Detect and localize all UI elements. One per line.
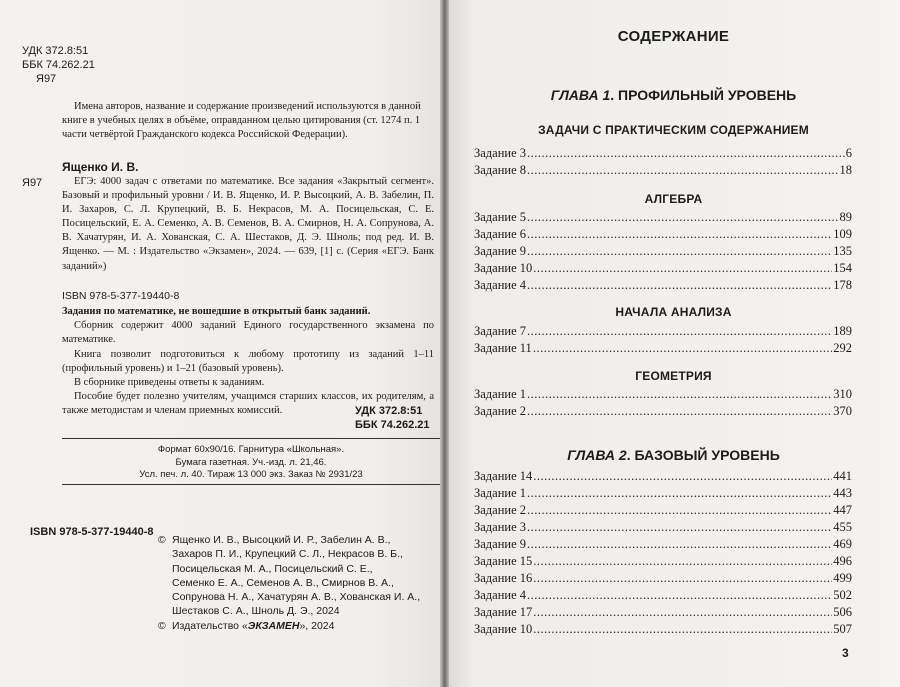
divider xyxy=(62,484,440,485)
toc-entry[interactable]: Задание 9 ..... 135 xyxy=(474,243,852,260)
chapter-1-heading: ГЛАВА 1. ПРОФИЛЬНЫЙ УРОВЕНЬ xyxy=(550,87,797,103)
copyright-line: Посицельская М. А., Посицельский С. Е., xyxy=(172,562,373,575)
toc-entry[interactable]: Задание 6 ..... 109 xyxy=(474,226,852,243)
imprint xyxy=(62,444,440,482)
classification-codes xyxy=(22,44,95,86)
toc-title: СОДЕРЖАНИЕ xyxy=(617,28,730,45)
main-author: Ященко И. В. xyxy=(62,160,139,174)
toc-section-analysis xyxy=(474,323,852,357)
chapter-2-heading: ГЛАВА 2. БАЗОВЫЙ УРОВЕНЬ xyxy=(567,447,780,463)
section-heading: ЗАДАЧИ С ПРАКТИЧЕСКИМ СОДЕРЖАНИЕМ xyxy=(538,123,809,137)
section-heading: ГЕОМЕТРИЯ xyxy=(635,369,712,383)
toc-entry[interactable]: Задание 17 ..... 506 xyxy=(474,604,852,621)
annotation-paragraph: Пособие будет полезно учителям, учащимся старших классов, их родителям, а также методистам и членам приемных комиссий. xyxy=(62,391,434,417)
book-gutter xyxy=(440,0,449,687)
toc-section-practical xyxy=(474,145,852,179)
isbn: ISBN 978-5-377-19440-8 xyxy=(62,290,180,302)
copyright-line: Шестаков С. А., Шноль Д. Э., 2024 xyxy=(172,605,340,618)
toc-entry[interactable]: Задание 11 ..... 292 xyxy=(474,340,852,357)
isbn-barcode-label: ISBN 978-5-377-19440-8 xyxy=(30,526,154,538)
toc-entry[interactable]: Задание 2 ..... 447 xyxy=(474,502,852,519)
copyright-symbol: © xyxy=(158,619,166,632)
toc-section-geometry xyxy=(474,386,852,420)
toc-entry[interactable]: Задание 9 ..... 469 xyxy=(474,536,852,553)
bibliographic-description: ЕГЭ: 4000 задач с ответами по математике. Все задания «Закрытый сегмент». Базовый и профильный уровни / И. В. Ященко, И. Р. Высоцкий, А. В. Забелин, П. И. Захаров, С. Л. Крупецкий, В. Б. Некрасов, М. А. Посицельская, С. Е. Посицельский, Е. А. Семенко, А. В. Семенов, В. А. Смирнов, Н. А. Сопрунова, А. В. Хачатурян, И. А. Хованская, С. А. Шестаков, Д. Э. Шноль; под ред. И. В. Ященко. — М. : Издательство «Экзамен», 2024. — 639, [1] с. (Серия «ЕГЭ. Банк заданий») xyxy=(62,176,434,272)
toc-section-algebra xyxy=(474,209,852,294)
toc-entry[interactable]: Задание 10 ..... 507 xyxy=(474,621,852,638)
toc-entry[interactable]: Задание 4 ..... 502 xyxy=(474,587,852,604)
toc-entry[interactable]: Задание 1 ..... 310 xyxy=(474,386,852,403)
copyright-line: Сопрунова Н. А., Хачатурян А. В., Хованская И. А., xyxy=(172,591,421,604)
toc-entry[interactable]: Задание 3 ..... 6 xyxy=(474,145,852,162)
annotation-paragraph: В сборнике приведены ответы к заданиям. xyxy=(74,377,265,389)
page-number: 3 xyxy=(842,646,849,660)
publisher-copyright: Издательство «ЭКЗАМЕН», 2024 xyxy=(172,619,335,632)
bib-code: Я97 xyxy=(22,177,43,189)
toc-entry[interactable]: Задание 5 ..... 89 xyxy=(474,209,852,226)
annotation-heading: Задания по математике, не вошедшие в открытый банк заданий. xyxy=(62,306,371,317)
toc-entry[interactable]: Задание 7 ..... 189 xyxy=(474,323,852,340)
section-heading: АЛГЕБРА xyxy=(644,192,703,206)
annotation-paragraph: Сборник содержит 4000 заданий Единого государственного экзамена по математике. xyxy=(62,320,434,346)
divider xyxy=(62,438,440,439)
imprint-line: Усл. печ. л. 40. Тираж 13 000 экз. Заказ № 2931/23 xyxy=(139,469,363,480)
annotation-paragraph: Книга позволит подготовиться к любому прототипу из заданий 1–11 (профильный уровень) и 1–21 (базовый уровень). xyxy=(62,348,434,374)
author-mark: Я97 xyxy=(36,73,57,85)
copyright-line: Ященко И. В., Высоцкий И. Р., Забелин А. В., xyxy=(172,534,391,546)
toc-entry[interactable]: Задание 4 ..... 178 xyxy=(474,277,852,294)
copyright-block xyxy=(158,533,438,633)
imprint-line: Бумага газетная. Уч.-изд. л. 21,46. xyxy=(175,456,327,468)
copyright-note: Имена авторов, название и содержание произведений используются в данной книге в учебных целях в объёме, оправданном целью цитирования (ст. 1274 п. 1 части четвёртой Гражданского кодекса Российской Федерации). xyxy=(62,101,421,140)
udk-block xyxy=(355,404,430,432)
toc-entry[interactable]: Задание 10 ..... 154 xyxy=(474,260,852,277)
udk-code: УДК 372.8:51 xyxy=(355,405,423,417)
annotation xyxy=(62,305,434,419)
toc-entry[interactable]: Задание 3 ..... 455 xyxy=(474,519,852,536)
bbk-code: ББК 74.262.21 xyxy=(22,59,95,71)
section-heading: НАЧАЛА АНАЛИЗА xyxy=(615,305,732,319)
toc-chapter-2 xyxy=(474,468,852,638)
toc-entry[interactable]: Задание 8 ..... 18 xyxy=(474,162,852,179)
copyright-line: Семенко Е. А., Семенов А. В., Смирнов В. А., xyxy=(172,576,394,589)
toc-entry[interactable]: Задание 2 ..... 370 xyxy=(474,403,852,420)
udk-code: УДК 372.8:51 xyxy=(22,45,89,57)
toc-entry[interactable]: Задание 15 ..... 496 xyxy=(474,553,852,570)
bbk-code: ББК 74.262.21 xyxy=(355,419,430,431)
toc-entry[interactable]: Задание 14 ..... 441 xyxy=(474,468,852,485)
imprint-line: Формат 60х90/16. Гарнитура «Школьная». xyxy=(157,444,345,455)
toc-entry[interactable]: Задание 16 ..... 499 xyxy=(474,570,852,587)
toc-entry[interactable]: Задание 1 ..... 443 xyxy=(474,485,852,502)
publisher-name: ЭКЗАМЕН xyxy=(247,619,300,632)
copyright-line: Захаров П. И., Крупецкий С. Л., Некрасов В. Б., xyxy=(172,548,403,561)
copyright-symbol: © xyxy=(158,534,166,546)
